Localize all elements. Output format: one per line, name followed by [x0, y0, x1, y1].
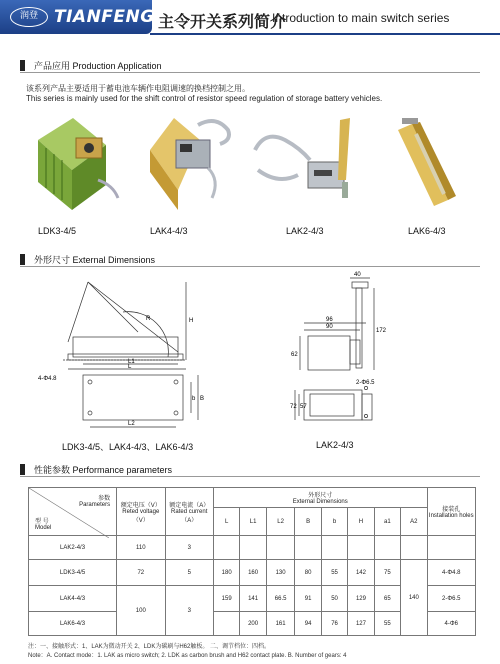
lak2-dimension-drawing: [290, 268, 400, 443]
table-row: [29, 536, 476, 560]
page-title-cn: 主令开关系列简介: [158, 12, 287, 31]
cell-empty: [295, 536, 321, 560]
lak4-switch-photo: [138, 110, 238, 215]
mount-cn: 接装孔: [442, 507, 461, 513]
cell-current: 5: [165, 560, 213, 586]
ldk-switch-photo: [28, 110, 128, 215]
cell-voltage: 110: [117, 536, 165, 560]
rated-voltage-en: Reted voltage（V）: [122, 508, 160, 524]
cell-empty: [321, 536, 347, 560]
cell-model: LAK4-4/3: [29, 586, 117, 612]
cell-b-large: 91: [295, 586, 321, 612]
col-header: L1: [240, 508, 266, 536]
cell-current: 3: [165, 586, 213, 636]
ext-dim-cn: 外形尺寸: [308, 493, 333, 499]
section-params: [20, 462, 480, 477]
drawing-label-right: LAK2-4/3: [316, 440, 354, 450]
mount-en: Installation holes: [428, 513, 474, 519]
col-header: a1: [374, 508, 400, 536]
cell-l: [213, 612, 239, 636]
cell-empty: [348, 536, 374, 560]
cell-empty: [374, 536, 400, 560]
dim-l2: L2: [128, 421, 135, 427]
cell-model: LDK3-4/5: [29, 560, 117, 586]
dim-h: H: [189, 318, 194, 324]
cell-h: 142: [348, 560, 374, 586]
lak2-switch-photo: [250, 110, 360, 215]
section-title: 性能参数 Performance parameters: [34, 465, 173, 475]
dim-l1: L1: [128, 359, 135, 365]
cell-hole: 4-Φ4.8: [427, 560, 475, 586]
footnote-en: Note：A. Contact mode：1. LAK as micro switch; 2. LDK as carbon brush and H62 contact plate. B. Number of gears: 4: [28, 653, 347, 659]
cell-hole: 2-Φ6.5: [427, 586, 475, 612]
section-marker: [20, 254, 25, 265]
intro-text-en: This series is mainly used for the shift control of resistor speed regulation of storage battery vehicles.: [26, 94, 383, 103]
dim-172: 172: [376, 328, 387, 334]
cell-h: 127: [348, 612, 374, 636]
corner-top-cn: 参数: [98, 496, 111, 502]
cell-empty: [240, 536, 266, 560]
cell-hole: 4-Φ6: [427, 612, 475, 636]
logo-seal: 润登: [10, 7, 48, 27]
lak6-switch-photo: [390, 110, 470, 215]
table-row: [29, 560, 476, 586]
cell-b-small: 50: [321, 586, 347, 612]
cell-model: LAK2-4/3: [29, 536, 117, 560]
dim-b-small: b: [192, 396, 196, 402]
ldk-dimension-drawing: [28, 272, 218, 442]
dim-hole: 2-Φ6.5: [356, 380, 375, 386]
rated-current-en: Rated current（A）: [171, 508, 208, 524]
dim-hole: 4-Φ4.8: [38, 376, 57, 382]
intro-text-cn: 该系列产品主要适用于蓄电池车辆作电阻调速的换档控制之用。: [26, 84, 250, 93]
cell-empty: [427, 536, 475, 560]
cell-empty: [266, 536, 295, 560]
cell-l1: 200: [240, 612, 266, 636]
dim-radius: R: [146, 316, 151, 322]
col-header: A2: [401, 508, 427, 536]
rated-current-header: [165, 488, 213, 536]
ext-dim-header: [213, 488, 427, 508]
col-header: b: [321, 508, 347, 536]
section-marker: [20, 60, 25, 71]
dim-96: 96: [326, 317, 333, 323]
ext-dim-en: External Dimensions: [292, 499, 348, 505]
cell-h: 129: [348, 586, 374, 612]
corner-header: [29, 488, 117, 536]
cell-l2: 130: [266, 560, 295, 586]
product-label: LAK4-4/3: [150, 226, 188, 236]
table-header-row: [29, 488, 476, 508]
cell-a2: 140: [401, 560, 427, 636]
cell-model: LAK6-4/3: [29, 612, 117, 636]
section-title: 外形尺寸 External Dimensions: [34, 255, 156, 265]
cell-b-small: 55: [321, 560, 347, 586]
dim-72: 72: [290, 404, 297, 410]
cell-current: 3: [165, 536, 213, 560]
section-marker: [20, 464, 25, 475]
drawing-label-left: LDK3-4/5、LAK4-4/3、LAK6-4/3: [62, 442, 194, 452]
brand-logo: [0, 0, 155, 34]
cell-l2: 161: [266, 612, 295, 636]
section-title: 产品应用 Production Application: [34, 61, 162, 71]
cell-a1: 65: [374, 586, 400, 612]
cell-a1: 55: [374, 612, 400, 636]
dim-40: 40: [354, 272, 361, 278]
cell-empty: [213, 536, 239, 560]
col-header: H: [348, 508, 374, 536]
product-label: LAK6-4/3: [408, 226, 446, 236]
rated-current-cn: 额定电流（A）: [169, 502, 210, 509]
cell-voltage: 72: [117, 560, 165, 586]
cell-l: 180: [213, 560, 239, 586]
col-header: L: [213, 508, 239, 536]
footnote-cn: 注：一、接触形式：1、LAK为微动开关 2、LDK为碳刷与H62触板。 二、调节档位：四档。: [28, 644, 271, 650]
rated-voltage-cn: 额定电压（V）: [120, 502, 161, 509]
rated-voltage-header: [117, 488, 165, 536]
section-dimensions: [20, 252, 480, 267]
dim-90: 90: [326, 324, 333, 330]
corner-bot-en: Model: [35, 525, 52, 531]
cell-empty: [401, 536, 427, 560]
product-label: LDK3-4/5: [38, 226, 77, 236]
col-header: L2: [266, 508, 295, 536]
col-header: B: [295, 508, 321, 536]
cell-l1: 160: [240, 560, 266, 586]
dim-l: L: [128, 364, 132, 370]
cell-voltage: 100: [117, 586, 165, 636]
cell-a1: 75: [374, 560, 400, 586]
dim-57: 57: [300, 404, 307, 410]
corner-top-en: Parameters: [79, 502, 111, 508]
cell-b-small: 76: [321, 612, 347, 636]
corner-bot-cn: 型 号: [35, 519, 49, 525]
dim-62: 62: [291, 352, 298, 358]
cell-l: 159: [213, 586, 239, 612]
page-header: [0, 0, 500, 36]
mount-header: [427, 488, 475, 536]
logo-text: TIANFENG: [54, 7, 155, 27]
cell-l1: 141: [240, 586, 266, 612]
dim-b-large: B: [200, 396, 205, 402]
section-application: [20, 58, 480, 73]
header-divider: [150, 33, 500, 35]
cell-b-large: 80: [295, 560, 321, 586]
product-label: LAK2-4/3: [286, 226, 324, 236]
cell-b-large: 94: [295, 612, 321, 636]
page-title-en: Introduction to main switch series: [272, 11, 450, 25]
cell-l2: 66.5: [266, 586, 295, 612]
parameters-table: [28, 487, 476, 636]
